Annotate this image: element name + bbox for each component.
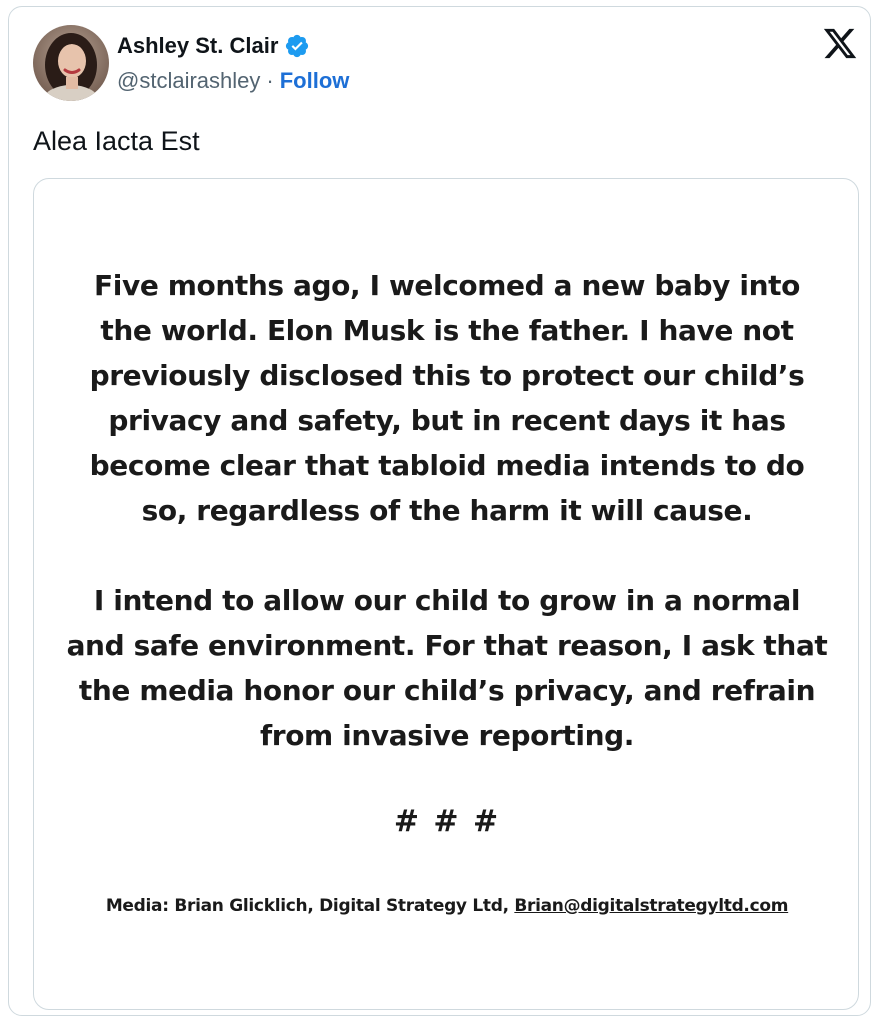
- x-logo-icon[interactable]: [822, 28, 858, 62]
- statement-line: privacy and safety, but in recent days it has: [108, 404, 786, 437]
- statement-paragraph-1: [34, 263, 859, 533]
- statement-paragraph-2: [34, 578, 859, 758]
- statement-image[interactable]: [33, 178, 859, 1010]
- author-handle-row: [117, 66, 349, 96]
- separator-dot: ·: [266, 68, 274, 93]
- media-contact-email: Brian@digitalstrategyltd.com: [514, 896, 789, 916]
- statement-line: the world. Elon Musk is the father. I have not: [100, 314, 794, 347]
- author-display-name[interactable]: Ashley St. Clair: [117, 33, 279, 58]
- statement-line: become clear that tabloid media intends to do: [89, 449, 805, 482]
- author-name-row: [117, 31, 310, 61]
- verified-badge-icon: [284, 33, 310, 59]
- statement-line: so, regardless of the harm it will cause.: [141, 494, 753, 527]
- avatar[interactable]: [33, 25, 109, 101]
- tweet-text: Alea Iacta Est: [33, 126, 200, 156]
- statement-line: previously disclosed this to protect our child’s: [89, 359, 805, 392]
- author-handle[interactable]: @stclairashley: [117, 68, 261, 93]
- statement-line: the media honor our child’s privacy, and refrain: [78, 674, 816, 707]
- statement-line: from invasive reporting.: [260, 719, 634, 752]
- statement-line: and safe environment. For that reason, I ask that: [66, 629, 828, 662]
- statement-line: I intend to allow our child to grow in a normal: [93, 584, 801, 617]
- statement-end-marks: # # #: [393, 804, 501, 839]
- statement-line: Five months ago, I welcomed a new baby into: [94, 269, 800, 302]
- avatar-photo: [33, 25, 109, 101]
- media-contact: [34, 896, 859, 916]
- media-contact-prefix: Media: Brian Glicklich, Digital Strategy Ltd,: [105, 896, 515, 916]
- follow-button[interactable]: Follow: [279, 68, 350, 93]
